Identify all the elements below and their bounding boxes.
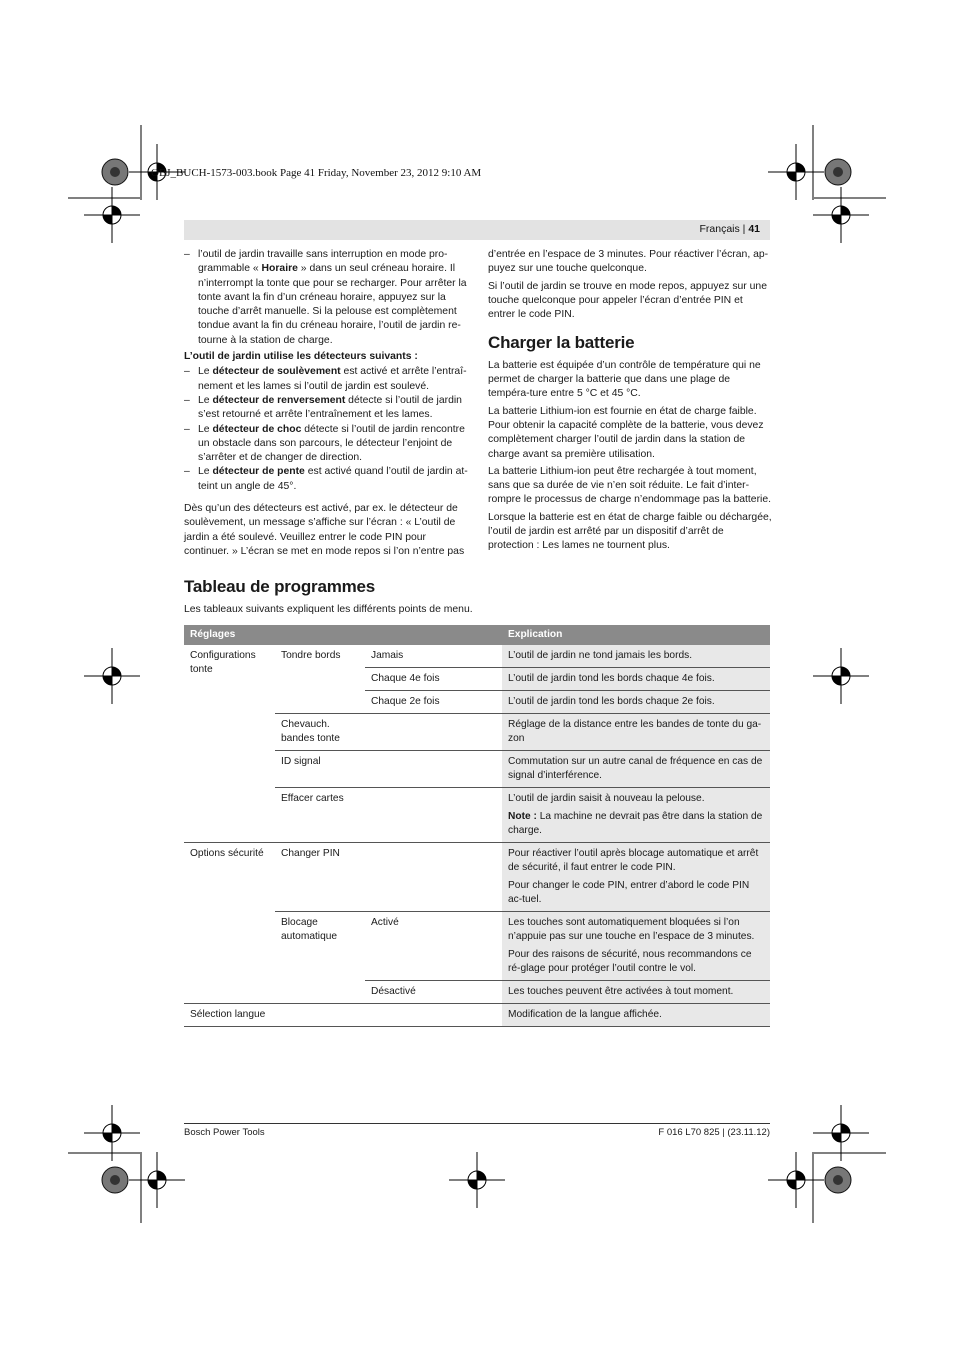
settings-value: Chaque 2e fois: [365, 691, 502, 714]
settings-item: Effacer cartes: [275, 788, 365, 843]
list-item: – l’outil de jardin travaille sans interruption en mode pro-grammable « Horaire » dans un seul créneau horaire. Il n’interrompt la tonte que pour se recharger. Pour arrêter la tonte avant la fin d’un créneau horaire, appuyez sur la touche d’arrêt manuelle. Si la pelouse est complètement tondue avant la fin du créneau horaire, l’outil de jardin re-tourne à la station de charge.: [184, 248, 468, 348]
settings-value: Désactivé: [365, 981, 502, 1004]
body-paragraph: La batterie est équipée d’un contrôle de température qui ne permet de charger la batterie que dans une plage de tempéra-ture entre 5 °C et 45 °C.: [488, 359, 761, 400]
programs-table: [184, 625, 770, 1027]
top-left-marks: [68, 125, 185, 243]
explanation-cell: Commutation sur un autre canal de fréquence en cas de signal d’interférence.: [502, 751, 770, 788]
settings-item: ID signal: [275, 751, 365, 788]
footer-brand: Bosch Power Tools: [184, 1127, 265, 1138]
print-metadata: OBJ_BUCH-1573-003.book Page 41 Friday, November 23, 2012 9:10 AM: [151, 167, 482, 179]
top-right-marks: [768, 125, 886, 243]
settings-group: Configurations tonte: [184, 645, 275, 843]
table-intro: Les tableaux suivants expliquent les différents points de menu.: [184, 604, 473, 615]
left-column: [184, 248, 468, 562]
settings-group: Options sécurité: [184, 843, 275, 1004]
settings-item: Chevauch. bandes tonte: [275, 714, 365, 751]
settings-item: Changer PIN: [275, 843, 365, 912]
table-row: [184, 1004, 770, 1027]
mid-right-marks: [813, 648, 869, 704]
list-item: – Le détecteur de pente est activé quand l’outil de jardin at-teint un angle de 45°.: [184, 465, 468, 494]
explanation-cell: L’outil de jardin saisit à nouveau la pelouse. Note : La machine ne devrait pas être dans la station de charge.: [502, 788, 770, 843]
bottom-center-marks: [449, 1152, 505, 1208]
body-paragraph: La batterie Lithium-ion est fournie en état de charge faible. Pour obtenir la capacité complète de la batterie, vous devez complètement charger l’outil de jardin dans la station de charge avant sa première utilisation.: [488, 405, 764, 460]
footer-docref: F 016 L70 825 | (23.11.12): [658, 1127, 770, 1138]
footer-rule: [184, 1123, 770, 1124]
explanation-cell: L’outil de jardin tond les bords chaque 4e fois.: [502, 668, 770, 691]
list-item: – Le détecteur de choc détecte si l’outil de jardin rencontre un obstacle dans son parcours, le détecteur l’enjoint de s’arrêter et de changer de direction.: [184, 423, 468, 466]
explanation-cell: Réglage de la distance entre les bandes de tonte du ga-zon: [502, 714, 770, 751]
body-paragraph: La batterie Lithium-ion peut être rechargée à tout moment, sans que sa durée de vie n’en soit réduite. Le fait d’inter-rompre le processus de charge n’endommage pas la batterie.: [488, 465, 772, 506]
explanation-cell: Les touches sont automatiquement bloquées si l’on n’appuie pas sur une touche en l’espace de 3 minutes. Pour des raisons de sécurité, nous recommandons ce ré-glage pour protéger l’outil contre le vol.: [502, 912, 770, 981]
body-paragraph: Si l’outil de jardin se trouve en mode repos, appuyez sur une touche quelconque pour appeler l’écran d’entrée PIN et entrer le code PIN.: [488, 280, 767, 321]
bottom-left-marks: [68, 1105, 185, 1223]
body-paragraph: Lorsque la batterie est en état de charge faible ou déchargée, l’outil de jardin est arrêté par un dispositif d’arrêt de protection : Les lames ne tournent plus.: [488, 511, 772, 552]
col-explanation: Explication: [502, 625, 770, 645]
list-item: – Le détecteur de renversement détecte si l’outil de jardin s’est retourné et arrête l’entraînement et les lames.: [184, 394, 468, 423]
header-language: Français: [699, 223, 740, 235]
detectors-heading: L’outil de jardin utilise les détecteurs suivants :: [184, 351, 418, 363]
mid-left-marks: [84, 648, 140, 704]
list-item: – Le détecteur de soulèvement est activé et arrête l’entraî-nement et les lames si l’outil de jardin est soulevé.: [184, 365, 468, 394]
explanation-cell: Pour réactiver l’outil après blocage automatique et arrêt de sécurité, il faut entrer le code PIN. Pour changer le code PIN, entrer d’abord le code PIN ac-tuel.: [502, 843, 770, 912]
bottom-right-marks: [768, 1105, 886, 1223]
explanation-cell: Modification de la langue affichée.: [502, 1004, 770, 1027]
section-heading: Charger la batterie: [488, 333, 635, 353]
settings-value: Jamais: [365, 645, 502, 668]
header-separator: |: [739, 223, 749, 235]
table-header-row: [184, 625, 770, 645]
body-paragraph: d’entrée en l’espace de 3 minutes. Pour réactiver l’écran, ap-puyez sur une touche quelconque.: [488, 249, 769, 275]
section-heading: Tableau de programmes: [184, 577, 376, 596]
body-paragraph: Dès qu’un des détecteurs est activé, par ex. le détecteur de soulèvement, un message s’affiche sur l’écran : « L’outil de jardin a été soulevé. Veuillez entrer le code PIN pour continuer. » L’écran se met en mode repos si l’on n’entre pas: [184, 503, 465, 557]
settings-item: Tondre bords: [275, 645, 365, 714]
table-row: [184, 843, 770, 912]
explanation-cell: Les touches peuvent être activées à tout moment.: [502, 981, 770, 1004]
page-number: 41: [748, 223, 760, 235]
settings-value: Chaque 4e fois: [365, 668, 502, 691]
page-header: [184, 220, 770, 240]
settings-item: Blocage automatique: [275, 912, 365, 1004]
explanation-cell: L’outil de jardin ne tond jamais les bords.: [502, 645, 770, 668]
explanation-cell: L’outil de jardin tond les bords chaque 2e fois.: [502, 691, 770, 714]
settings-value: Activé: [365, 912, 502, 981]
settings-group: Sélection langue: [184, 1004, 275, 1027]
col-settings: Réglages: [184, 625, 502, 645]
table-row: [184, 645, 770, 668]
right-column: [488, 248, 772, 557]
header-text: [699, 223, 760, 235]
